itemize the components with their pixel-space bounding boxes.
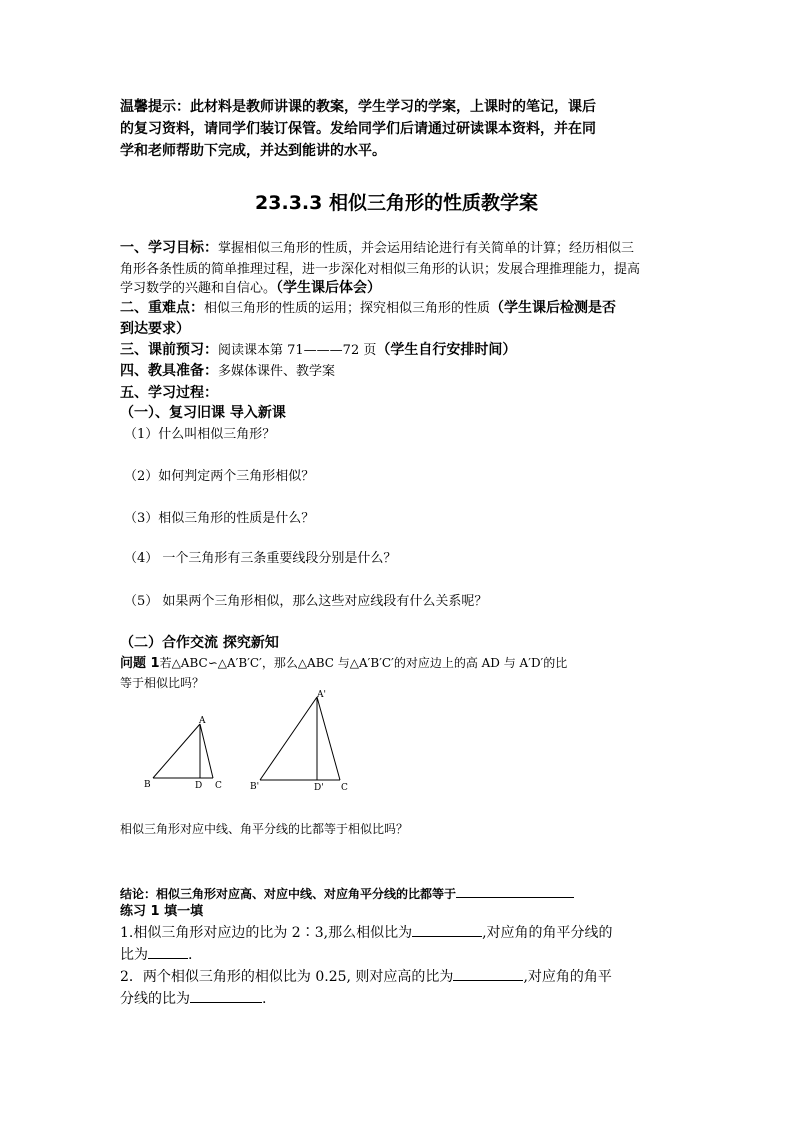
goal-line-1 xyxy=(120,240,634,257)
problem-text-1: 若△ABC∽△A′B′C′，那么△ABC 与△A′B′C′的对应边上的高 AD 与 A′D′的比 xyxy=(159,656,568,670)
goal-heading: 一、学习目标： xyxy=(120,240,218,256)
side-a-prime-c-prime xyxy=(317,697,340,780)
practice-q2-line-1 xyxy=(120,968,612,986)
practice-q1-line-1 xyxy=(120,924,613,942)
side-a-prime-b-prime xyxy=(260,697,317,780)
conclusion-text: 结论：相似三角形对应高、对应中线、对应角平分线的比都等于 xyxy=(120,887,457,901)
practice-q1-blank-2[interactable] xyxy=(148,946,188,959)
problem-line-2: 等于相似比吗？ xyxy=(120,676,205,690)
key-heading: 二、重难点： xyxy=(120,300,204,316)
label-a: A xyxy=(199,716,206,726)
label-d-prime: D' xyxy=(314,783,324,793)
goal-text-1: 掌握相似三角形的性质，并会运用结论进行有关简单的计算；经历相似三 xyxy=(218,241,635,256)
goal-line-2: 角形各条性质的简单推理过程，进一步深化对相似三角形的认识；发展合理推理能力，提高 xyxy=(120,262,641,277)
notice-line-1: 温馨提示：此材料是教师讲课的教案，学生学习的学案，上课时的笔记，课后 xyxy=(120,99,596,115)
goal-line-3 xyxy=(120,280,381,297)
triangle-abc xyxy=(144,716,222,791)
triangle-a-prime-b-prime-c-prime xyxy=(250,690,348,793)
question-3: （3）相似三角形的性质是什么？ xyxy=(124,511,315,526)
question-2: （2）如何判定两个三角形相似？ xyxy=(124,469,315,484)
practice-q2-blank-1[interactable] xyxy=(453,968,523,981)
key-line-1 xyxy=(120,300,616,317)
pre-line xyxy=(120,342,516,359)
label-c-prime: C xyxy=(341,783,348,793)
review-heading: （一）、复习旧课 导入新课 xyxy=(120,405,286,421)
key-note-1: （学生课后检测是否 xyxy=(490,300,617,316)
practice-q2-blank-2[interactable] xyxy=(190,990,262,1003)
tools-text: 多媒体课件、教学案 xyxy=(218,364,336,379)
similar-triangles-figure xyxy=(138,686,358,796)
practice-q2-text-d: . xyxy=(262,991,267,1007)
process-heading: 五、学习过程： xyxy=(120,385,218,401)
pre-note: （学生自行安排时间） xyxy=(376,342,517,358)
practice-q2-line-2 xyxy=(120,990,266,1008)
conclusion-blank[interactable] xyxy=(456,885,574,898)
page-title: 23.3.3 相似三角形的性质教学案 xyxy=(255,192,538,214)
problem-line-1 xyxy=(120,655,567,672)
practice-q2-text-b: ,对应角的角平 xyxy=(523,969,612,985)
practice-q1-line-2 xyxy=(120,946,192,964)
explore-heading: （二）合作交流 探究新知 xyxy=(120,635,279,651)
practice-q1-text-c: 比为 xyxy=(120,947,148,963)
goal-note: （学生课后体会） xyxy=(276,280,382,296)
tools-heading: 四、教具准备： xyxy=(120,363,218,379)
practice-q2-text-a: 2．两个相似三角形的相似比为 0.25, 则对应高的比为 xyxy=(120,969,454,985)
key-text: 相似三角形的性质的运用；探究相似三角形的性质 xyxy=(204,301,491,316)
question-1: （1）什么叫相似三角形？ xyxy=(124,427,276,442)
label-c: C xyxy=(215,781,222,791)
label-d: D xyxy=(195,781,203,791)
label-b-prime: B' xyxy=(250,782,260,792)
pre-heading: 三、课前预习： xyxy=(120,342,218,358)
side-ac xyxy=(200,724,213,778)
conclusion-line xyxy=(120,885,574,902)
practice-q1-text-a: 1.相似三角形对应边的比为 2∶3,那么相似比为 xyxy=(120,925,413,941)
pre-text: 阅读课本第 71———72 页 xyxy=(218,343,377,358)
tools-line xyxy=(120,363,335,380)
notice-line-2: 的复习资料，请同学们装订保管。发给同学们后请通过研读课本资料，并在同 xyxy=(120,121,596,137)
practice-q2-text-c: 分线的比为 xyxy=(120,991,190,1007)
median-question: 相似三角形对应中线、角平分线的比都等于相似比吗？ xyxy=(120,822,409,836)
practice-q1-text-b: ,对应角的角平分线的 xyxy=(482,925,613,941)
practice-q1-blank-1[interactable] xyxy=(412,924,482,937)
notice-line-3: 学和老师帮助下完成，并达到能讲的水平。 xyxy=(120,143,386,159)
goal-text-3: 学习数学的兴趣和自信心。 xyxy=(120,281,277,296)
question-5: （5） 如果两个三角形相似，那么这些对应线段有什么关系呢？ xyxy=(124,594,488,609)
problem-label: 问题 1 xyxy=(120,656,160,671)
practice-heading: 练习 1 填一填 xyxy=(120,904,204,919)
label-b: B xyxy=(144,780,151,790)
key-note-2: 到达要求） xyxy=(120,321,190,337)
side-ab xyxy=(153,724,200,778)
practice-q1-text-d: . xyxy=(188,947,193,963)
question-4: （4） 一个三角形有三条重要线段分别是什么？ xyxy=(124,551,397,566)
label-a-prime: A' xyxy=(317,690,326,700)
